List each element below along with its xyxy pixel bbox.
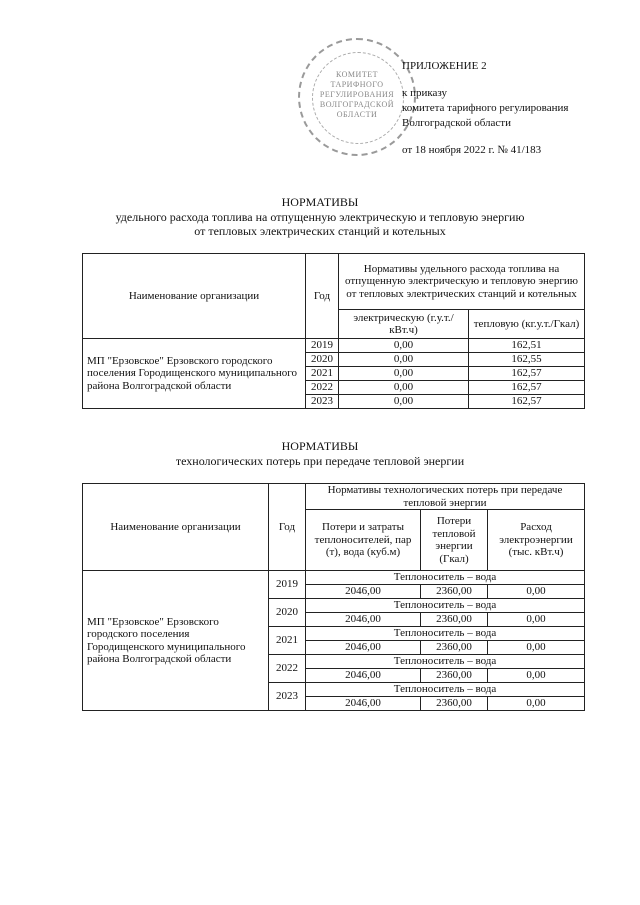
- seal-line: КОМИТЕТ: [336, 70, 378, 79]
- power-cell: 0,00: [488, 585, 585, 599]
- power-cell: 0,00: [488, 613, 585, 627]
- year-cell: 2020: [269, 599, 306, 627]
- year-cell: 2022: [306, 381, 339, 395]
- electric-cell: 0,00: [339, 367, 469, 381]
- electric-cell: 0,00: [339, 381, 469, 395]
- year-cell: 2022: [269, 655, 306, 683]
- order-ref: к приказу: [402, 87, 448, 99]
- header-loss-group: Нормативы технологических потерь при передаче тепловой энергии: [306, 484, 585, 510]
- section1-subtitle: от тепловых электрических станций и котельных: [194, 224, 446, 238]
- thermal-cell: 162,57: [469, 395, 585, 409]
- power-cell: 0,00: [488, 669, 585, 683]
- header-org: Наименование организации: [83, 484, 269, 571]
- carrier-label: Теплоноситель – вода: [306, 599, 585, 613]
- heat-cell: 2360,00: [421, 697, 488, 711]
- electric-cell: 0,00: [339, 395, 469, 409]
- thermal-cell: 162,57: [469, 381, 585, 395]
- year-cell: 2023: [269, 683, 306, 711]
- thermal-cell: 162,51: [469, 339, 585, 353]
- year-cell: 2023: [306, 395, 339, 409]
- section1-subtitle: удельного расхода топлива на отпущенную электрическую и тепловую энергию: [115, 210, 525, 224]
- seal-line: ТАРИФНОГО: [330, 80, 384, 89]
- org-name: МП "Ерзовское" Ерзовского городского поселения Городищенского муниципального района Волгоградской области: [83, 339, 306, 409]
- power-cell: 0,00: [488, 641, 585, 655]
- carrier-label: Теплоноситель – вода: [306, 571, 585, 585]
- seal-line: РЕГУЛИРОВАНИЯ: [319, 90, 395, 99]
- appendix-number: ПРИЛОЖЕНИЕ 2: [402, 60, 487, 72]
- fuel-norms-table: [82, 253, 585, 409]
- header-electric: электрическую (г.у.т./кВт.ч): [339, 310, 469, 339]
- section2-title: НОРМАТИВЫ: [281, 439, 359, 453]
- header-carrier: Потери и затраты теплоносителей, пар (т), вода (куб.м): [306, 510, 421, 571]
- seal-line: ОБЛАСТИ: [336, 110, 378, 119]
- header-fuel-group: Нормативы удельного расхода топлива на отпущенную электрическую и тепловую энергию от тепловых электрических станций и котельных: [339, 254, 585, 310]
- carrier-cell: 2046,00: [306, 641, 421, 655]
- electric-cell: 0,00: [339, 339, 469, 353]
- seal-line: ВОЛГОГРАДСКОЙ: [319, 100, 395, 109]
- carrier-cell: 2046,00: [306, 669, 421, 683]
- heat-cell: 2360,00: [421, 585, 488, 599]
- heat-cell: 2360,00: [421, 669, 488, 683]
- heat-cell: 2360,00: [421, 613, 488, 627]
- seal-text: [300, 70, 414, 120]
- header-thermal: тепловую (кг.у.т./Гкал): [469, 310, 585, 339]
- header-heat: Потери тепловой энергии (Гкал): [421, 510, 488, 571]
- carrier-cell: 2046,00: [306, 585, 421, 599]
- year-cell: 2021: [269, 627, 306, 655]
- org-name: МП "Ерзовское" Ерзовского городского поселения Городищенского муниципального района Волгоградской области: [83, 571, 269, 711]
- header-year: Год: [306, 254, 339, 339]
- carrier-label: Теплоноситель – вода: [306, 627, 585, 641]
- carrier-label: Теплоноситель – вода: [306, 683, 585, 697]
- header-org: Наименование организации: [83, 254, 306, 339]
- appendix-header: [402, 59, 568, 158]
- section1-title: НОРМАТИВЫ: [281, 195, 359, 209]
- year-cell: 2019: [269, 571, 306, 599]
- official-seal: [298, 38, 416, 156]
- header-year: Год: [269, 484, 306, 571]
- electric-cell: 0,00: [339, 353, 469, 367]
- year-cell: 2020: [306, 353, 339, 367]
- carrier-cell: 2046,00: [306, 613, 421, 627]
- section2-subtitle: технологических потерь при передаче тепловой энергии: [175, 454, 465, 468]
- heat-cell: 2360,00: [421, 641, 488, 655]
- year-cell: 2021: [306, 367, 339, 381]
- header-power: Расход электроэнергии (тыс. кВт.ч): [488, 510, 585, 571]
- thermal-cell: 162,55: [469, 353, 585, 367]
- committee-name: комитета тарифного регулирования: [402, 102, 569, 114]
- carrier-label: Теплоноситель – вода: [306, 655, 585, 669]
- region-name: Волгоградской области: [402, 117, 511, 129]
- year-cell: 2019: [306, 339, 339, 353]
- heat-losses-table: [82, 483, 585, 711]
- order-date: от 18 ноября 2022 г. № 41/183: [402, 144, 542, 156]
- power-cell: 0,00: [488, 697, 585, 711]
- carrier-cell: 2046,00: [306, 697, 421, 711]
- thermal-cell: 162,57: [469, 367, 585, 381]
